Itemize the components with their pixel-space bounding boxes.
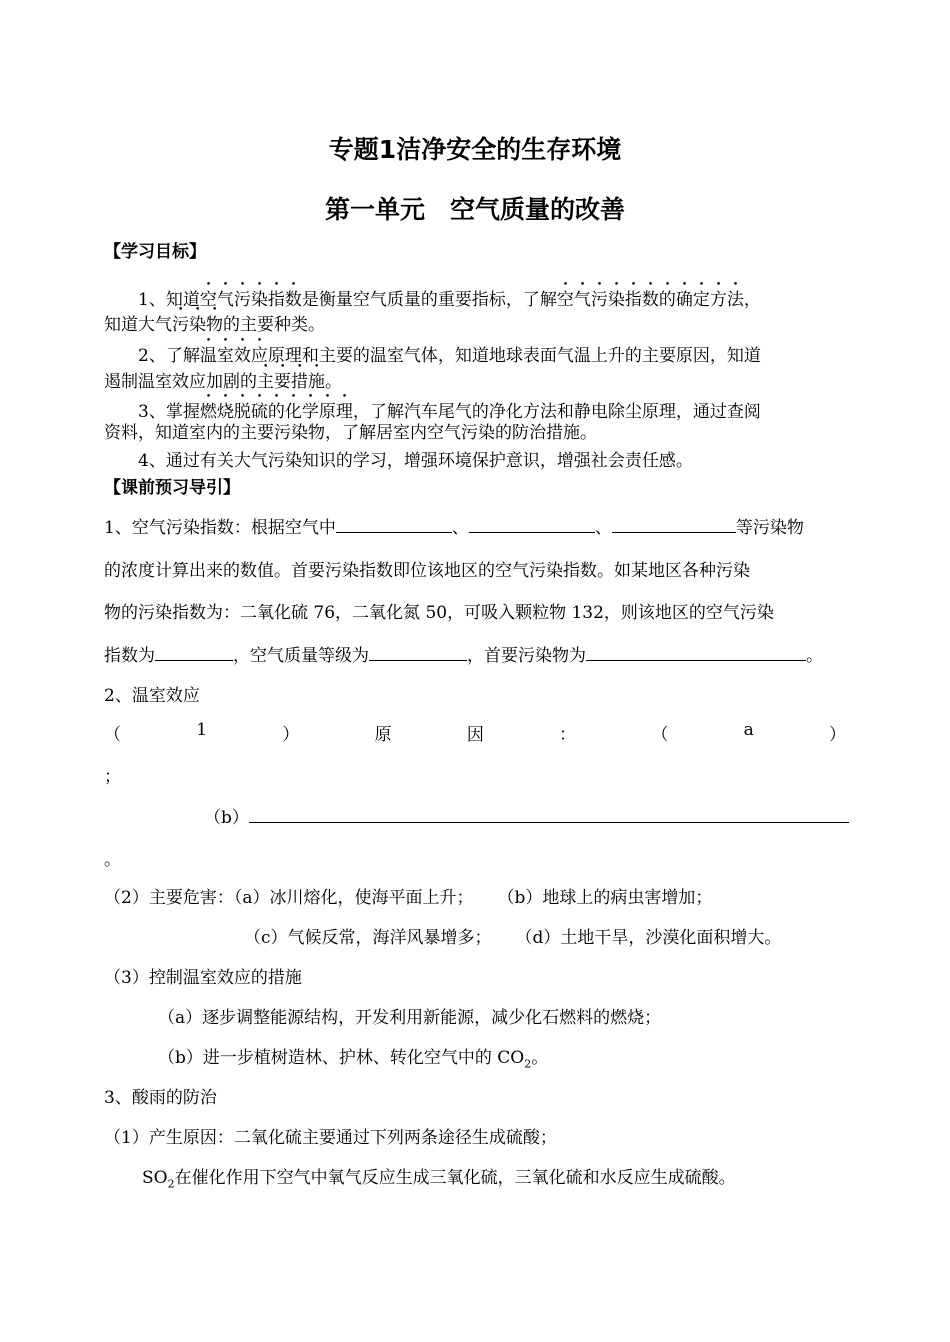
- q2-hazards-line-2: （c）气候反常，海洋风暴增多； （d）土地干旱，沙漠化面积增大。: [244, 928, 782, 948]
- q2-semicolon: ；: [104, 767, 121, 787]
- q1-line-4: 指数为 ，空气质量等级为 ，首要污染物为 。: [104, 646, 823, 666]
- q2-hazards-line-1: （2）主要危害：（a）冰川熔化，使海平面上升； （b）地球上的病虫害增加；: [104, 888, 713, 908]
- q2-period: 。: [104, 850, 121, 870]
- q1-line-2: 的浓度计算出来的数值。首要污染指数即位该地区的空气污染指数。如某地区各种污染: [104, 561, 750, 581]
- blank[interactable]: [586, 644, 806, 661]
- section-heading-objectives: 【学习目标】: [104, 242, 206, 262]
- blank[interactable]: [369, 644, 467, 661]
- main-title: 专题1洁净安全的生存环境: [328, 135, 622, 164]
- q2-cause-b-line: （b）: [104, 803, 846, 828]
- q2-cause-line: （ 1 ） 原 因 ： （ a ）: [104, 720, 846, 745]
- q3-measure-a: （a）逐步调整能源结构，开发利用新能源，减少化石燃料的燃烧；: [158, 1008, 662, 1028]
- objective-1-line-2: 知道大气污染物的主要种类。: [104, 315, 325, 335]
- blank[interactable]: [155, 644, 233, 661]
- objective-4: 4、通过有关大气污染知识的学习，增强环境保护意识，增强社会责任感。: [138, 451, 693, 471]
- q1-line-3: 物的污染指数为：二氧化硫 76，二氧化氮 50，可吸入颗粒物 132，则该地区的空气污染: [104, 603, 774, 623]
- unit-title: 第一单元 空气质量的改善: [324, 195, 625, 224]
- objective-2-line-1: 2、了解温室效应原理和主要的温室气体，知道地球表面气温上升的主要原因，知道: [138, 346, 761, 366]
- q4-heading: 3、酸雨的防治: [104, 1088, 217, 1108]
- q3-measure-b: （b）进一步植树造林、护林、转化空气中的 $CO_2$。: [158, 1048, 549, 1071]
- section-heading-preview: 【课前预习导引】: [104, 478, 240, 498]
- blank[interactable]: [469, 516, 595, 533]
- q1-line-1: 1、空气污染指数：根据空气中 、 、 等污染物: [104, 518, 804, 538]
- q3-heading: （3）控制温室效应的措施: [104, 968, 302, 988]
- objective-3-line-2: 资料，知道室内的主要污染物，了解居室内空气污染的防治措施。: [104, 423, 597, 443]
- q4-cause: （1）产生原因：二氧化硫主要通过下列两条途径生成硫酸；: [104, 1128, 557, 1148]
- blank[interactable]: [249, 806, 849, 823]
- objective-2-line-2: 遏制温室效应加剧的主要措施。: [104, 372, 342, 392]
- blank[interactable]: [612, 516, 736, 533]
- q2-heading: 2、温室效应: [104, 686, 200, 706]
- objective-1-line-1: 1、知道空气污染指数是衡量空气质量的重要指标，了解空气污染指数的确定方法，: [138, 290, 761, 310]
- objective-3-line-1: 3、掌握燃烧脱硫的化学原理，了解汽车尾气的净化方法和静电除尘原理，通过查阅: [138, 402, 761, 422]
- q4-detail: $SO_2$在催化作用下空气中氧气反应生成三氧化硫，三氧化硫和水反应生成硫酸。: [142, 1168, 736, 1191]
- blank[interactable]: [336, 516, 452, 533]
